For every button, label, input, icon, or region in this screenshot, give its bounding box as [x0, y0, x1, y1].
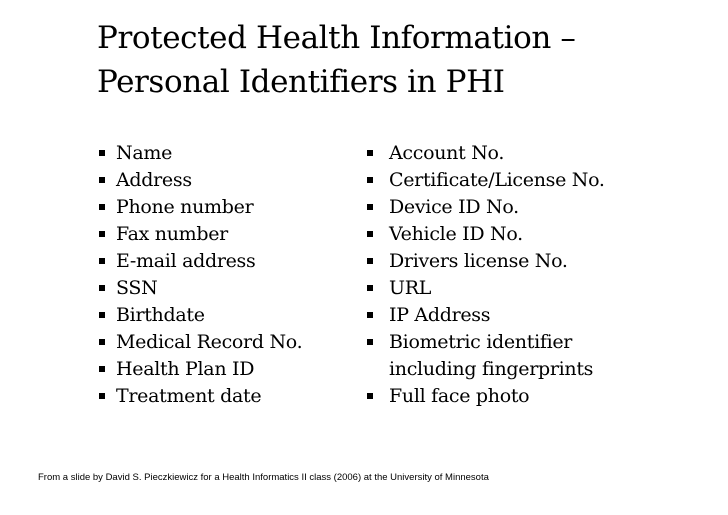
list-item-label: Vehicle ID No. — [389, 223, 523, 245]
list-item-label: IP Address — [389, 304, 491, 326]
list-item-label: SSN — [116, 277, 158, 299]
list-item — [97, 248, 302, 275]
square-bullet-icon — [367, 393, 373, 399]
square-bullet-icon — [367, 204, 373, 210]
list-item-continuation — [364, 356, 605, 383]
list-item — [97, 275, 302, 302]
square-bullet-icon — [99, 150, 105, 156]
list-item — [97, 329, 302, 356]
slide-title — [97, 16, 575, 104]
list-item-label: including fingerprints — [389, 358, 594, 380]
list-item — [97, 302, 302, 329]
list-item-label: Medical Record No. — [116, 331, 303, 353]
list-item-label: Address — [116, 169, 192, 191]
square-bullet-icon — [99, 258, 105, 264]
list-item-label: URL — [389, 277, 432, 299]
list-item-label: Account No. — [389, 142, 505, 164]
list-item — [364, 383, 605, 410]
list-item — [364, 140, 605, 167]
list-item — [97, 167, 302, 194]
list-item — [364, 248, 605, 275]
title-line-2: Personal Identifiers in PHI — [97, 64, 505, 100]
list-item — [364, 221, 605, 248]
square-bullet-icon — [99, 393, 105, 399]
square-bullet-icon — [99, 312, 105, 318]
square-bullet-icon — [367, 177, 373, 183]
list-item-label: Health Plan ID — [116, 358, 255, 380]
square-bullet-icon — [367, 339, 373, 345]
list-item-label: Device ID No. — [389, 196, 519, 218]
list-item-label: Certificate/License No. — [389, 169, 605, 191]
list-item — [364, 275, 605, 302]
list-item — [97, 140, 302, 167]
list-item-label: E-mail address — [116, 250, 256, 272]
square-bullet-icon — [367, 258, 373, 264]
identifier-list-left — [97, 140, 302, 410]
square-bullet-icon — [99, 231, 105, 237]
square-bullet-icon — [99, 339, 105, 345]
list-item — [364, 194, 605, 221]
list-item-label: Treatment date — [116, 385, 262, 407]
list-item — [364, 167, 605, 194]
list-item — [97, 356, 302, 383]
list-item — [364, 302, 605, 329]
square-bullet-icon — [367, 285, 373, 291]
source-credit: From a slide by David S. Pieczkiewicz for a Health Informatics II class (2006) at the University of Minnesota — [38, 472, 489, 483]
square-bullet-icon — [99, 177, 105, 183]
list-item-label: Birthdate — [116, 304, 205, 326]
list-item-label: Full face photo — [389, 385, 530, 407]
list-item — [97, 221, 302, 248]
square-bullet-icon — [367, 150, 373, 156]
square-bullet-icon — [99, 366, 105, 372]
list-item — [97, 194, 302, 221]
square-bullet-icon — [99, 204, 105, 210]
list-item-label: Biometric identifier — [389, 331, 573, 353]
square-bullet-icon — [99, 285, 105, 291]
list-item-label: Phone number — [116, 196, 254, 218]
list-item-label: Fax number — [116, 223, 228, 245]
square-bullet-icon — [367, 231, 373, 237]
square-bullet-icon — [367, 312, 373, 318]
list-item-label: Name — [116, 142, 173, 164]
list-item-label: Drivers license No. — [389, 250, 568, 272]
list-item — [364, 329, 605, 356]
title-line-1: Protected Health Information – — [97, 20, 576, 56]
list-item — [97, 383, 302, 410]
identifier-list-right — [364, 140, 605, 410]
